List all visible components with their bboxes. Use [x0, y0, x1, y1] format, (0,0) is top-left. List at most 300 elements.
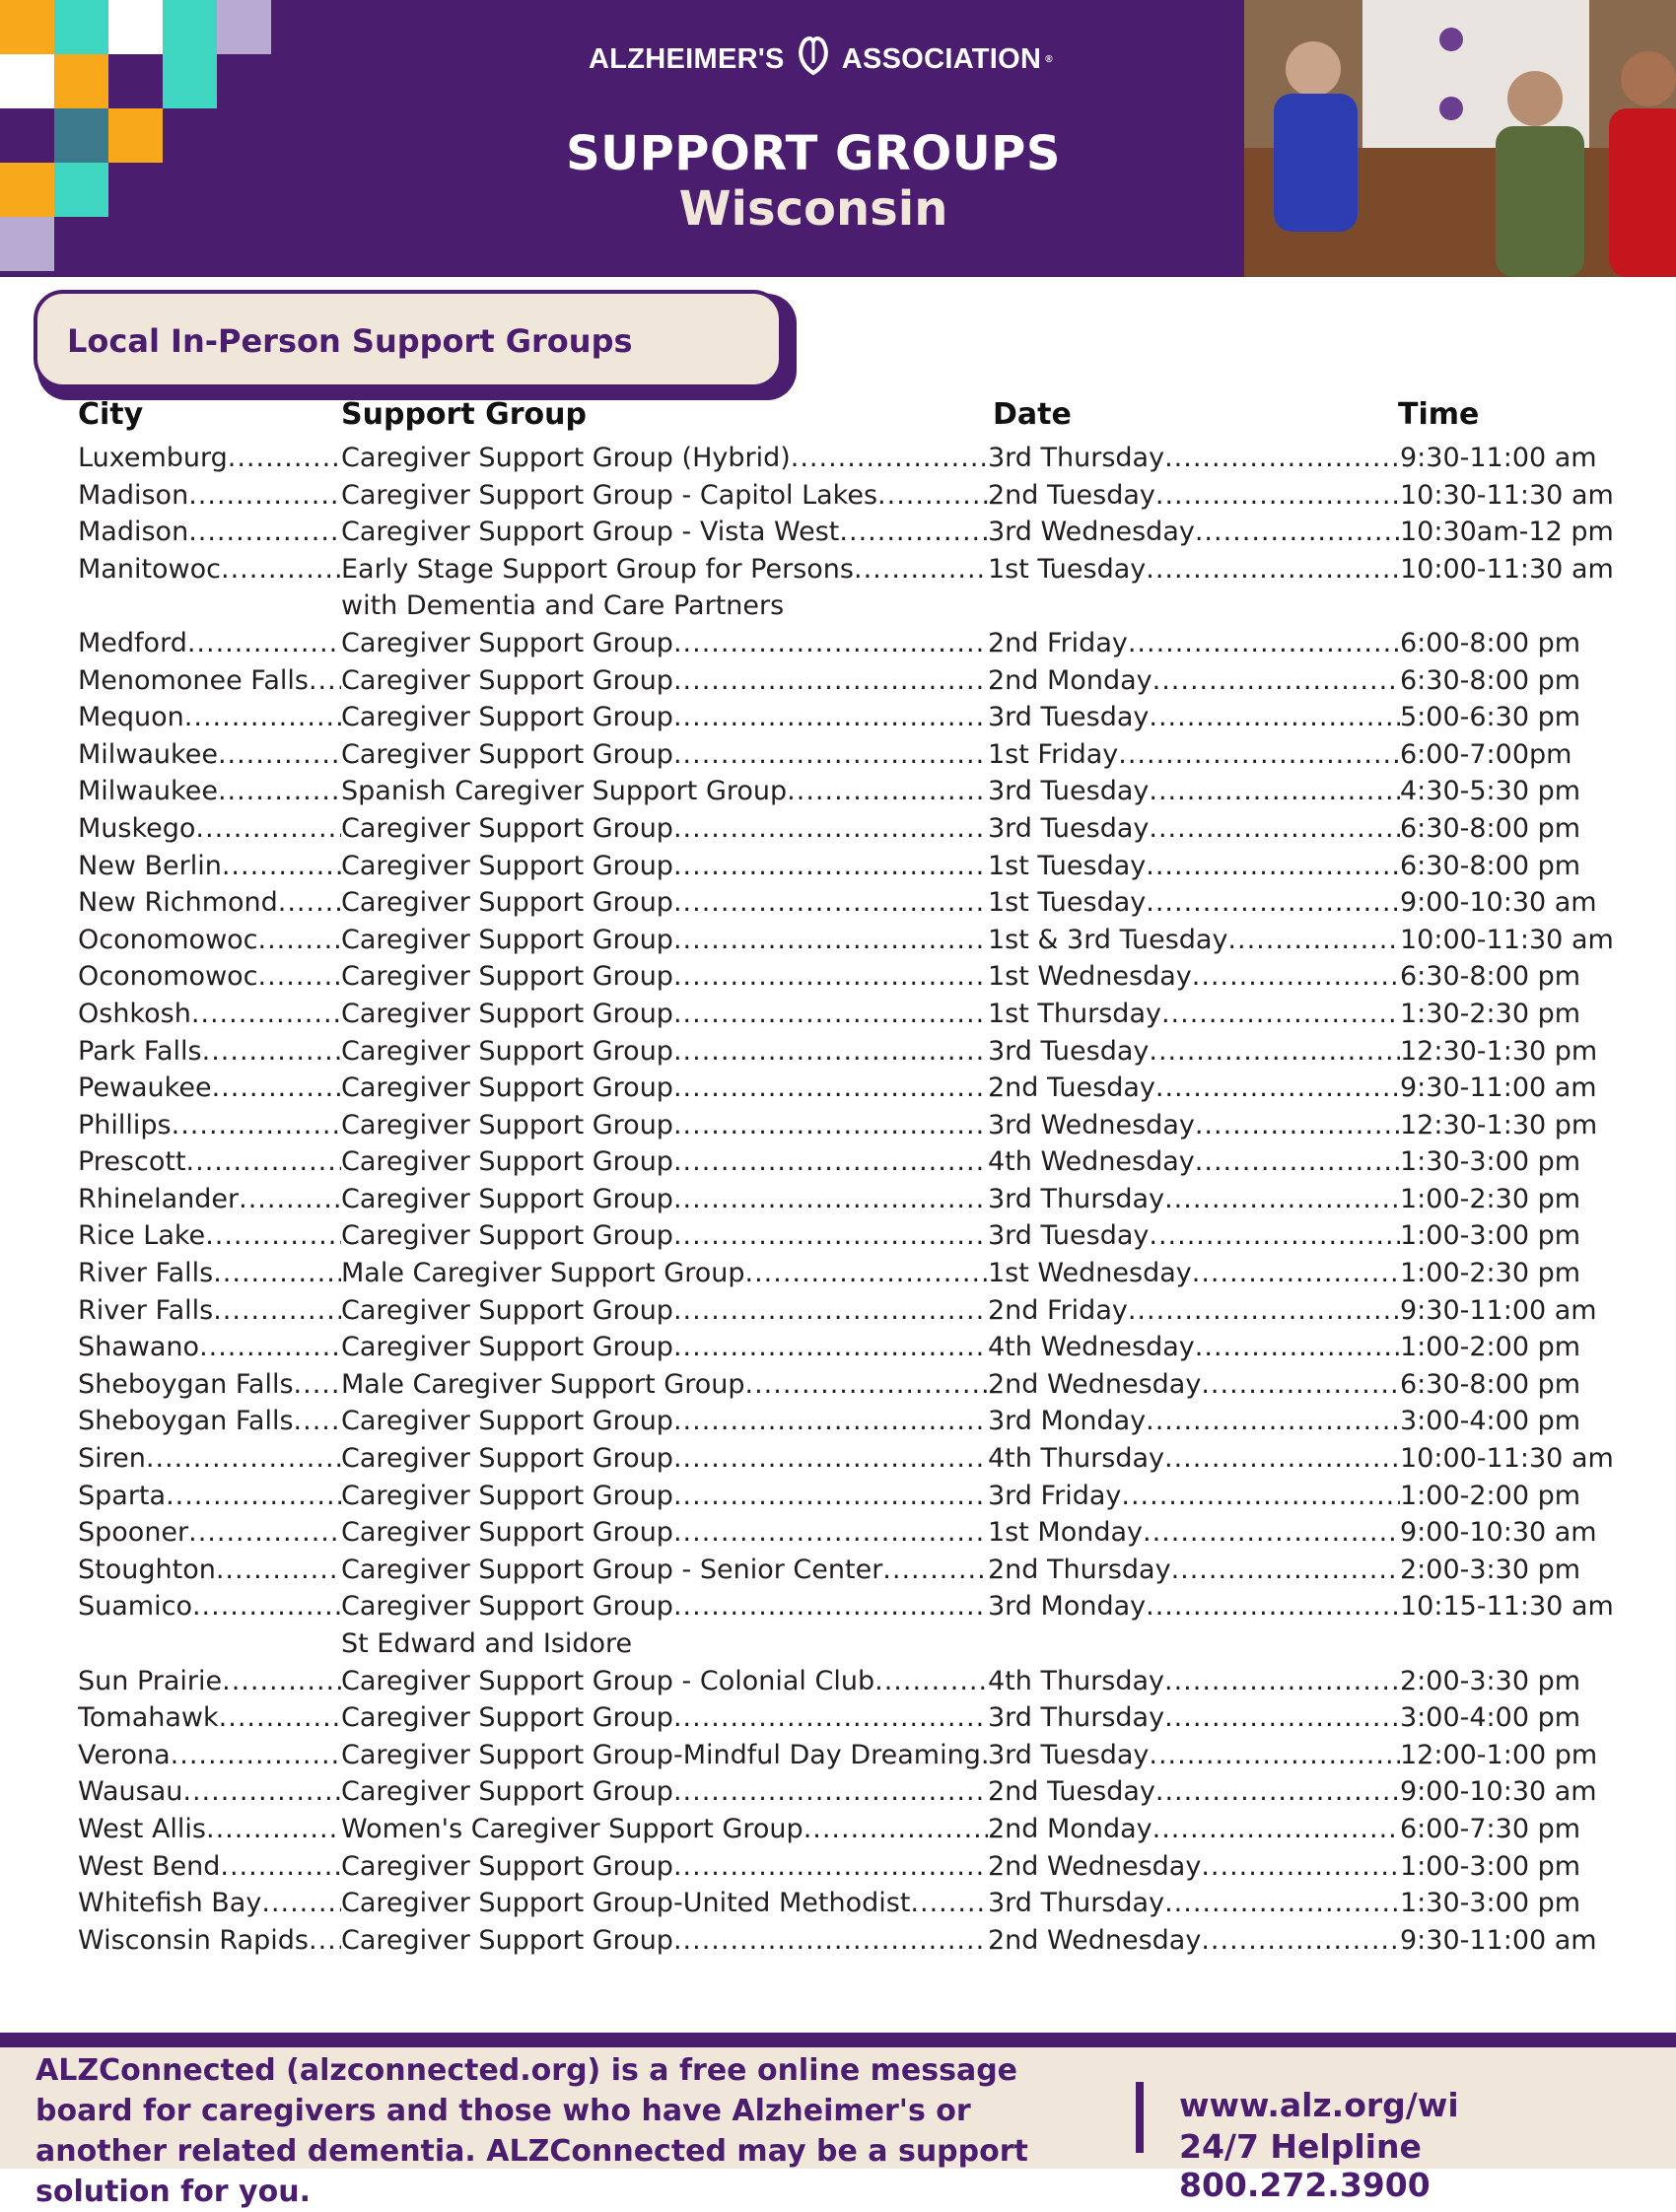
- support-group-cell: [341, 1885, 988, 1922]
- support-group-cell-text: Caregiver Support Group: [341, 1072, 673, 1104]
- column-header-support-group: Support Group: [341, 397, 587, 432]
- dot-leader: [673, 1107, 988, 1144]
- support-group-cell-text: Early Stage Support Group for Persons: [341, 553, 854, 585]
- city-cell: [78, 477, 341, 515]
- date-cell-text: 3rd Wednesday: [988, 1109, 1195, 1141]
- time-cell-text: 1:00-2:30 pm: [1400, 1258, 1581, 1289]
- support-group-cell: [341, 773, 988, 810]
- date-cell-text: 1st Monday: [988, 1517, 1144, 1549]
- city-cell: [78, 922, 341, 959]
- date-cell-text: 3rd Monday: [988, 1406, 1147, 1437]
- city-cell-text: Mequon: [78, 702, 184, 733]
- support-group-cell-text: Caregiver Support Group - Senior Center: [341, 1554, 883, 1585]
- section-title: Local In-Person Support Groups: [67, 322, 633, 360]
- table-row: [0, 1292, 1676, 1330]
- support-group-cell-text: Male Caregiver Support Group: [341, 1258, 745, 1289]
- date-cell-text: 1st Tuesday: [988, 553, 1147, 585]
- city-cell-text: Muskego: [78, 812, 196, 844]
- footer-alzconnected-text: ALZConnected (alzconnected.org) is a free online message board for caregivers and those who have Alzheimer's or another related dementia. ALZConnected may be a support solution for you.: [35, 2053, 1028, 2209]
- dot-leader: [186, 1143, 341, 1181]
- dot-leader: [188, 514, 341, 551]
- dot-leader: [910, 1885, 988, 1922]
- city-cell: [78, 1255, 341, 1292]
- table-row: [0, 810, 1676, 848]
- time-cell: [1400, 736, 1656, 774]
- dot-leader: [1146, 884, 1400, 922]
- city-cell-text: River Falls: [78, 1294, 214, 1326]
- support-group-cell-text: Caregiver Support Group: [341, 812, 673, 844]
- time-cell: [1400, 699, 1656, 736]
- city-cell: [78, 810, 341, 848]
- city-cell-text: Pewaukee: [78, 1072, 212, 1104]
- support-group-cell-text: Caregiver Support Group: [341, 1850, 673, 1882]
- support-group-cell-text: Caregiver Support Group: [341, 1591, 673, 1623]
- dot-leader: [205, 1217, 341, 1255]
- time-cell: [1400, 996, 1656, 1033]
- dot-leader: [791, 440, 988, 477]
- support-group-cell-text: Caregiver Support Group: [341, 1294, 673, 1326]
- city-cell-text: Menomonee Falls: [78, 664, 309, 696]
- time-cell-text: 1:00-2:00 pm: [1400, 1480, 1581, 1511]
- support-group-cell: [341, 1070, 988, 1107]
- city-cell: [78, 884, 341, 922]
- time-cell-text: 6:00-7:00pm: [1400, 738, 1572, 770]
- dot-leader: [673, 1217, 988, 1255]
- dot-leader: [294, 1403, 341, 1440]
- dot-leader: [182, 1773, 341, 1811]
- header-photo: [1244, 0, 1676, 277]
- dot-leader: [673, 1773, 988, 1811]
- table-row: [0, 1217, 1676, 1255]
- time-cell: [1400, 922, 1656, 959]
- date-cell-text: 3rd Thursday: [988, 1702, 1165, 1734]
- dot-leader: [213, 1255, 341, 1292]
- support-group-cell: [341, 1478, 988, 1515]
- dot-leader: [1155, 477, 1400, 515]
- support-group-cell-text: Caregiver Support Group: [341, 998, 673, 1029]
- city-cell: [78, 1107, 341, 1144]
- table-row: [0, 884, 1676, 922]
- time-cell: [1400, 1922, 1656, 1960]
- dot-leader: [673, 1478, 988, 1515]
- support-group-cell: [341, 699, 988, 736]
- date-cell: [988, 440, 1400, 477]
- date-cell-text: 2nd Monday: [988, 1813, 1152, 1844]
- table-row: [0, 922, 1676, 959]
- date-cell: [988, 1181, 1400, 1218]
- date-cell: [988, 1143, 1400, 1181]
- dot-leader: [216, 1552, 341, 1589]
- city-cell-text: Madison: [78, 517, 189, 548]
- support-group-cell: [341, 477, 988, 515]
- support-group-cell-text: Male Caregiver Support Group: [341, 1368, 745, 1400]
- date-cell-text: 3rd Tuesday: [988, 812, 1150, 844]
- support-group-cell-text: Caregiver Support Group: [341, 1220, 673, 1252]
- city-cell: [78, 1552, 341, 1589]
- support-group-cell-continued: with Dementia and Care Partners: [341, 590, 785, 622]
- city-cell-text: Sparta: [78, 1480, 167, 1511]
- support-group-cell-text: Caregiver Support Group - Vista West: [341, 517, 840, 548]
- support-group-cell: [341, 1403, 988, 1440]
- dot-leader: [1146, 551, 1400, 588]
- time-cell-text: 9:00-10:30 am: [1400, 1517, 1597, 1549]
- time-cell-text: 9:00-10:30 am: [1400, 887, 1597, 919]
- city-cell-text: Shawano: [78, 1332, 200, 1363]
- city-cell-text: Tomahawk: [78, 1702, 219, 1734]
- dot-leader: [1149, 1033, 1400, 1071]
- dot-leader: [1164, 1181, 1400, 1218]
- time-cell: [1400, 1070, 1656, 1107]
- dot-leader: [222, 1663, 341, 1700]
- dot-leader: [1146, 1588, 1400, 1625]
- support-group-cell: [341, 1329, 988, 1366]
- date-cell-text: 1st Friday: [988, 738, 1119, 770]
- time-cell: [1400, 440, 1656, 477]
- support-group-cell-text: Caregiver Support Group-Mindful Day Dreaming: [341, 1739, 981, 1770]
- date-cell: [988, 699, 1400, 736]
- table-row: [0, 1811, 1676, 1848]
- time-cell: [1400, 1143, 1656, 1181]
- table-row: [0, 1478, 1676, 1515]
- date-cell: [988, 1292, 1400, 1330]
- city-cell: [78, 625, 341, 662]
- dot-leader: [1143, 1514, 1400, 1552]
- support-group-cell: [341, 1663, 988, 1700]
- dot-leader: [673, 662, 988, 700]
- time-cell: [1400, 1255, 1656, 1292]
- city-cell-text: Stoughton: [78, 1554, 216, 1585]
- registered-mark: ®: [1045, 53, 1053, 65]
- table-row: [0, 1440, 1676, 1478]
- city-cell-text: Spooner: [78, 1517, 189, 1549]
- support-group-cell: [341, 440, 988, 477]
- dot-leader: [166, 1478, 341, 1515]
- dot-leader: [220, 1848, 341, 1886]
- support-group-cell: [341, 810, 988, 848]
- support-group-cell-text: Caregiver Support Group: [341, 738, 673, 770]
- city-cell: [78, 1699, 341, 1737]
- city-cell: [78, 1292, 341, 1330]
- support-group-cell-text: Caregiver Support Group - Colonial Club: [341, 1665, 875, 1696]
- support-group-cell-text: Caregiver Support Group: [341, 1702, 673, 1734]
- support-group-cell: [341, 1737, 988, 1774]
- time-cell-text: 2:00-3:30 pm: [1400, 1665, 1581, 1696]
- date-cell: [988, 1478, 1400, 1515]
- support-group-cell-text: Caregiver Support Group: [341, 1183, 673, 1214]
- date-cell-text: 2nd Friday: [988, 627, 1128, 658]
- support-group-cell: [341, 1922, 988, 1960]
- city-cell-text: Park Falls: [78, 1035, 202, 1067]
- time-cell: [1400, 514, 1656, 551]
- city-cell-text: Manitowoc: [78, 553, 222, 585]
- dot-leader: [199, 1329, 341, 1366]
- support-group-cell: [341, 1217, 988, 1255]
- table-row: [0, 1366, 1676, 1404]
- support-group-cell-text: Caregiver Support Group: [341, 924, 673, 955]
- dot-leader: [1118, 736, 1400, 774]
- support-group-cell: [341, 1699, 988, 1737]
- date-cell-text: 4th Wednesday: [988, 1146, 1195, 1178]
- time-cell: [1400, 1588, 1656, 1625]
- page-title: SUPPORT GROUPS: [566, 126, 1061, 181]
- support-group-cell: [341, 1181, 988, 1218]
- dot-leader: [187, 625, 341, 662]
- dot-leader: [673, 1514, 988, 1552]
- dot-leader: [1201, 1848, 1400, 1886]
- dot-leader: [1149, 1737, 1400, 1774]
- date-cell: [988, 810, 1400, 848]
- footer-bar: [0, 2033, 1676, 2047]
- time-cell-text: 6:30-8:00 pm: [1400, 961, 1581, 993]
- table-row: [0, 1737, 1676, 1774]
- table-row: [0, 1848, 1676, 1886]
- date-cell: [988, 884, 1400, 922]
- time-cell: [1400, 1811, 1656, 1848]
- city-cell-text: Verona: [78, 1739, 171, 1770]
- dot-leader: [1201, 1366, 1400, 1404]
- support-group-cell-text: Caregiver Support Group: [341, 1443, 673, 1475]
- support-group-cell: [341, 662, 988, 700]
- time-cell-text: 10:00-11:30 am: [1400, 553, 1614, 585]
- support-group-cell-text: Caregiver Support Group: [341, 1480, 673, 1511]
- date-cell-text: 3rd Tuesday: [988, 1035, 1150, 1067]
- time-cell-text: 9:30-11:00 am: [1400, 1072, 1597, 1104]
- date-cell: [988, 1699, 1400, 1737]
- date-cell: [988, 1588, 1400, 1625]
- brain-icon: [795, 34, 832, 85]
- date-cell-text: 2nd Wednesday: [988, 1924, 1202, 1956]
- table-row: [0, 1107, 1676, 1144]
- brand-right: ASSOCIATION: [841, 42, 1042, 75]
- city-cell-text: Oconomowoc: [78, 924, 258, 955]
- dot-leader: [1128, 625, 1400, 662]
- time-cell-text: 9:30-11:00 am: [1400, 1294, 1597, 1326]
- date-cell: [988, 1552, 1400, 1589]
- support-group-cell: [341, 514, 988, 551]
- support-group-cell-text: Caregiver Support Group: [341, 664, 673, 696]
- date-cell-text: 2nd Tuesday: [988, 1776, 1155, 1808]
- dot-leader: [874, 1663, 988, 1700]
- dot-leader: [854, 551, 988, 588]
- dot-leader: [188, 1514, 341, 1552]
- table-row: [0, 848, 1676, 885]
- table-row: [0, 1552, 1676, 1589]
- city-cell: [78, 1478, 341, 1515]
- dot-leader: [673, 1440, 988, 1478]
- time-cell-text: 12:30-1:30 pm: [1400, 1035, 1598, 1067]
- table-row: [0, 773, 1676, 810]
- date-cell: [988, 922, 1400, 959]
- dot-leader: [1164, 1885, 1400, 1922]
- time-cell-text: 1:30-3:00 pm: [1400, 1888, 1581, 1919]
- table-row: [0, 1885, 1676, 1922]
- dot-leader: [239, 1181, 341, 1218]
- date-cell: [988, 551, 1400, 588]
- dot-leader: [673, 958, 988, 996]
- brand-logo: [589, 39, 1053, 79]
- dot-leader: [278, 884, 341, 922]
- footer-divider: [1136, 2082, 1144, 2153]
- date-cell-text: 1st Thursday: [988, 998, 1161, 1029]
- dot-leader: [744, 1366, 988, 1404]
- support-group-cell: [341, 1514, 988, 1552]
- footer-helpline: 24/7 Helpline 800.272.3900: [1179, 2127, 1431, 2204]
- date-cell: [988, 1737, 1400, 1774]
- dot-leader: [673, 996, 988, 1033]
- dot-leader: [1152, 662, 1400, 700]
- dot-leader: [1201, 1922, 1400, 1960]
- support-group-cell: [341, 884, 988, 922]
- time-cell-text: 10:30am-12 pm: [1400, 517, 1614, 548]
- table-row: [0, 1329, 1676, 1366]
- support-group-cell: [341, 958, 988, 996]
- date-cell-text: 3rd Monday: [988, 1591, 1147, 1623]
- support-group-cell: [341, 1255, 988, 1292]
- time-cell: [1400, 662, 1656, 700]
- table-row: [0, 551, 1676, 625]
- time-cell: [1400, 1181, 1656, 1218]
- city-cell: [78, 1737, 341, 1774]
- date-cell: [988, 1514, 1400, 1552]
- table-header: [0, 397, 1676, 437]
- dot-leader: [192, 1588, 341, 1625]
- dot-leader: [839, 514, 988, 551]
- support-group-cell: [341, 1366, 988, 1404]
- city-cell-text: Luxemburg: [78, 443, 228, 473]
- time-cell: [1400, 551, 1656, 588]
- dot-leader: [673, 1070, 988, 1107]
- city-cell-text: Siren: [78, 1443, 146, 1475]
- city-cell: [78, 1922, 341, 1960]
- city-cell: [78, 1366, 341, 1404]
- date-cell-text: 4th Wednesday: [988, 1332, 1195, 1363]
- city-cell-text: Sun Prairie: [78, 1665, 223, 1696]
- city-cell: [78, 958, 341, 996]
- city-cell: [78, 1181, 341, 1218]
- time-cell-text: 3:00-4:00 pm: [1400, 1406, 1581, 1437]
- date-cell: [988, 1773, 1400, 1811]
- dot-leader: [1164, 440, 1400, 477]
- support-group-cell: [341, 551, 988, 588]
- time-cell: [1400, 848, 1656, 885]
- date-cell-text: 3rd Tuesday: [988, 776, 1150, 807]
- table-row: [0, 477, 1676, 515]
- support-groups-table: [0, 440, 1676, 1959]
- time-cell-text: 10:15-11:30 am: [1400, 1591, 1614, 1623]
- table-row: [0, 514, 1676, 551]
- city-cell: [78, 1588, 341, 1625]
- time-cell: [1400, 1107, 1656, 1144]
- time-cell: [1400, 773, 1656, 810]
- city-cell-text: Oshkosh: [78, 998, 191, 1029]
- city-cell: [78, 1143, 341, 1181]
- dot-leader: [1146, 848, 1400, 885]
- dot-leader: [673, 922, 988, 959]
- table-row: [0, 1143, 1676, 1181]
- table-row: [0, 1181, 1676, 1218]
- time-cell: [1400, 1552, 1656, 1589]
- time-cell-text: 1:00-2:00 pm: [1400, 1332, 1581, 1363]
- time-cell-text: 4:30-5:30 pm: [1400, 776, 1581, 807]
- support-group-cell-text: Caregiver Support Group: [341, 850, 673, 881]
- dot-leader: [309, 662, 341, 700]
- dot-leader: [673, 625, 988, 662]
- date-cell: [988, 1033, 1400, 1071]
- column-header-time: Time: [1398, 397, 1480, 432]
- date-cell: [988, 736, 1400, 774]
- table-row: [0, 440, 1676, 477]
- support-group-cell: [341, 1440, 988, 1478]
- dot-leader: [1161, 996, 1400, 1033]
- date-cell: [988, 625, 1400, 662]
- city-cell: [78, 1773, 341, 1811]
- city-cell-text: Oconomowoc: [78, 961, 258, 993]
- date-cell: [988, 958, 1400, 996]
- table-row: [0, 958, 1676, 996]
- city-cell: [78, 848, 341, 885]
- dot-leader: [228, 440, 341, 477]
- time-cell: [1400, 1699, 1656, 1737]
- dot-leader: [1195, 1107, 1400, 1144]
- support-group-cell: [341, 736, 988, 774]
- date-cell: [988, 1811, 1400, 1848]
- city-cell: [78, 551, 341, 588]
- dot-leader: [981, 1737, 988, 1774]
- time-cell: [1400, 884, 1656, 922]
- date-cell: [988, 1070, 1400, 1107]
- support-group-cell: [341, 1848, 988, 1886]
- date-cell-text: 3rd Friday: [988, 1480, 1122, 1511]
- dot-leader: [673, 1922, 988, 1960]
- city-cell-text: Milwaukee: [78, 776, 218, 807]
- time-cell-text: 1:30-3:00 pm: [1400, 1146, 1581, 1178]
- time-cell-text: 9:00-10:30 am: [1400, 1776, 1597, 1808]
- dot-leader: [673, 1292, 988, 1330]
- dot-leader: [1149, 1217, 1400, 1255]
- time-cell: [1400, 1737, 1656, 1774]
- dot-leader: [219, 1699, 341, 1737]
- column-header-city: City: [78, 397, 144, 432]
- dot-leader: [673, 1329, 988, 1366]
- dot-leader: [1155, 1070, 1400, 1107]
- footer-website-link[interactable]: www.alz.org/wi: [1179, 2086, 1459, 2124]
- date-cell-text: 4th Thursday: [988, 1443, 1165, 1475]
- date-cell-text: 2nd Tuesday: [988, 1072, 1155, 1104]
- city-cell-text: Wausau: [78, 1776, 183, 1808]
- date-cell: [988, 662, 1400, 700]
- dot-leader: [673, 1033, 988, 1071]
- dot-leader: [171, 1737, 341, 1774]
- city-cell-text: Prescott: [78, 1146, 186, 1178]
- time-cell: [1400, 1403, 1656, 1440]
- date-cell-text: 3rd Wednesday: [988, 517, 1195, 548]
- dot-leader: [309, 1922, 341, 1960]
- support-group-cell-text: Caregiver Support Group: [341, 702, 673, 733]
- dot-leader: [1146, 1403, 1400, 1440]
- support-group-cell: [341, 1588, 988, 1625]
- support-group-cell: [341, 1143, 988, 1181]
- support-group-cell: [341, 1033, 988, 1071]
- date-cell: [988, 1217, 1400, 1255]
- date-cell-text: 3rd Tuesday: [988, 1739, 1150, 1770]
- time-cell-text: 10:30-11:30 am: [1400, 479, 1614, 511]
- dot-leader: [1121, 1478, 1400, 1515]
- time-cell-text: 1:00-3:00 pm: [1400, 1850, 1581, 1882]
- date-cell-text: 3rd Thursday: [988, 1183, 1165, 1214]
- city-cell: [78, 1070, 341, 1107]
- date-cell-text: 3rd Tuesday: [988, 1220, 1150, 1252]
- city-cell: [78, 514, 341, 551]
